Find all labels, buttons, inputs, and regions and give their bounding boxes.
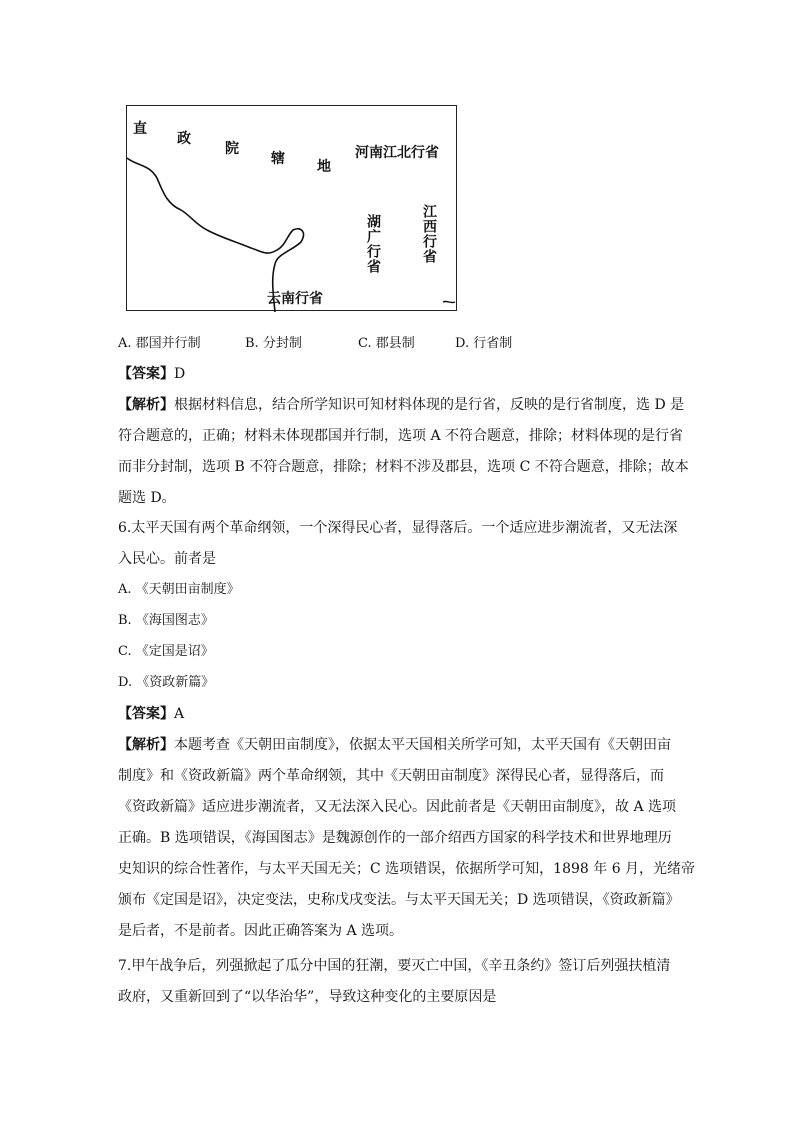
- q5-answer-value: D: [174, 366, 186, 382]
- q6-answer-tag: 【答案】: [118, 706, 174, 722]
- q6-analysis-line-5: 史知识的综合性著作，与太平天国无关；C 选项错误，依据所学可知，1898 年 6 月，光绪帝: [118, 861, 696, 877]
- q6-answer-value: A: [174, 706, 185, 722]
- q7-stem-line-1: 7.甲午战争后，列强掀起了瓜分中国的狂潮，要灭亡中国，《辛丑条约》签订后列强扶植清: [118, 958, 671, 974]
- q6-answer: [118, 704, 184, 724]
- boundary-east: [443, 301, 455, 302]
- q5-analysis-line-1: [118, 395, 684, 415]
- q5-analysis-line-3: 而非分封制，选项 B 不符合题意，排除；材料不涉及郡县，选项 C 不符合题意，排除；故本: [118, 459, 689, 475]
- q5-answer: [118, 364, 185, 384]
- map-label-xia: 辖: [271, 151, 285, 167]
- map-label-yunnan: 云南行省: [267, 291, 323, 307]
- map-label-henan-jiangbei: 河南江北行省: [355, 145, 439, 161]
- map-label-zhi: 直: [133, 121, 147, 137]
- q6-analysis-tag: 【解析】: [118, 737, 174, 753]
- q6-analysis-text-1: 本题考查《天朝田亩制度》，依据太平天国相关所学可知，太平天国有《天朝田亩: [174, 737, 671, 753]
- map-label-zheng: 政: [177, 131, 191, 147]
- q5-analysis-line-2: 符合题意的，正确；材料未体现郡国并行制，选项 A 不符合题意，排除；材料体现的是行省: [118, 428, 684, 444]
- map-figure: [126, 105, 457, 311]
- q5-option-c: C. 郡县制: [358, 336, 415, 351]
- q5-option-a: A. 郡国并行制: [118, 336, 201, 351]
- q6-option-d: D. 《资政新篇》: [118, 675, 215, 690]
- q6-analysis-line-3: 《资政新篇》适应进步潮流者，又无法深入民心。因此前者是《天朝田亩制度》，故 A 选项: [118, 799, 677, 815]
- q5-option-d: D. 行省制: [455, 336, 513, 351]
- q6-option-b: B. 《海国图志》: [118, 613, 214, 628]
- q7-stem-line-2: 政府，又重新回到了“以华治华”，导致这种变化的主要原因是: [118, 989, 497, 1005]
- q5-option-b: B. 分封制: [245, 336, 302, 351]
- q6-analysis-line-7: 是后者，不是前者。因此正确答案为 A 选项。: [118, 923, 404, 939]
- map-label-huguang: 湖广行省: [365, 214, 381, 274]
- q6-analysis-line-6: 颁布《定国是诏》，决定变法，史称戊戌变法。与太平天国无关；D 选项错误，《资政新篇》: [118, 892, 680, 908]
- q6-analysis-line-1: [118, 735, 671, 755]
- map-label-yuan: 院: [225, 141, 239, 157]
- q5-analysis-line-4: 题选 D。: [118, 490, 176, 506]
- q6-option-c: C. 《定国是诏》: [118, 644, 214, 659]
- map-label-jiangxi: 江西行省: [421, 204, 437, 264]
- q6-analysis-line-2: 制度》和《资政新篇》两个革命纲领，其中《天朝田亩制度》深得民心者，显得落后，而: [118, 768, 664, 784]
- q6-stem-line-1: 6.太平天国有两个革命纲领，一个深得民心者，显得落后。一个适应进步潮流者，又无法深: [118, 520, 678, 536]
- q5-answer-tag: 【答案】: [118, 366, 174, 382]
- map-label-di: 地: [317, 159, 331, 175]
- q6-stem-line-2: 入民心。前者是: [118, 551, 216, 567]
- q5-analysis-tag: 【解析】: [118, 397, 174, 413]
- q6-analysis-line-4: 正确。B 选项错误，《海国图志》是魏源创作的一部介绍西方国家的科学技术和世界地理历: [118, 830, 672, 846]
- q5-analysis-text-1: 根据材料信息，结合所学知识可知材料体现的是行省，反映的是行省制度，选 D 是: [174, 397, 685, 413]
- q6-option-a: A. 《天朝田亩制度》: [118, 582, 240, 597]
